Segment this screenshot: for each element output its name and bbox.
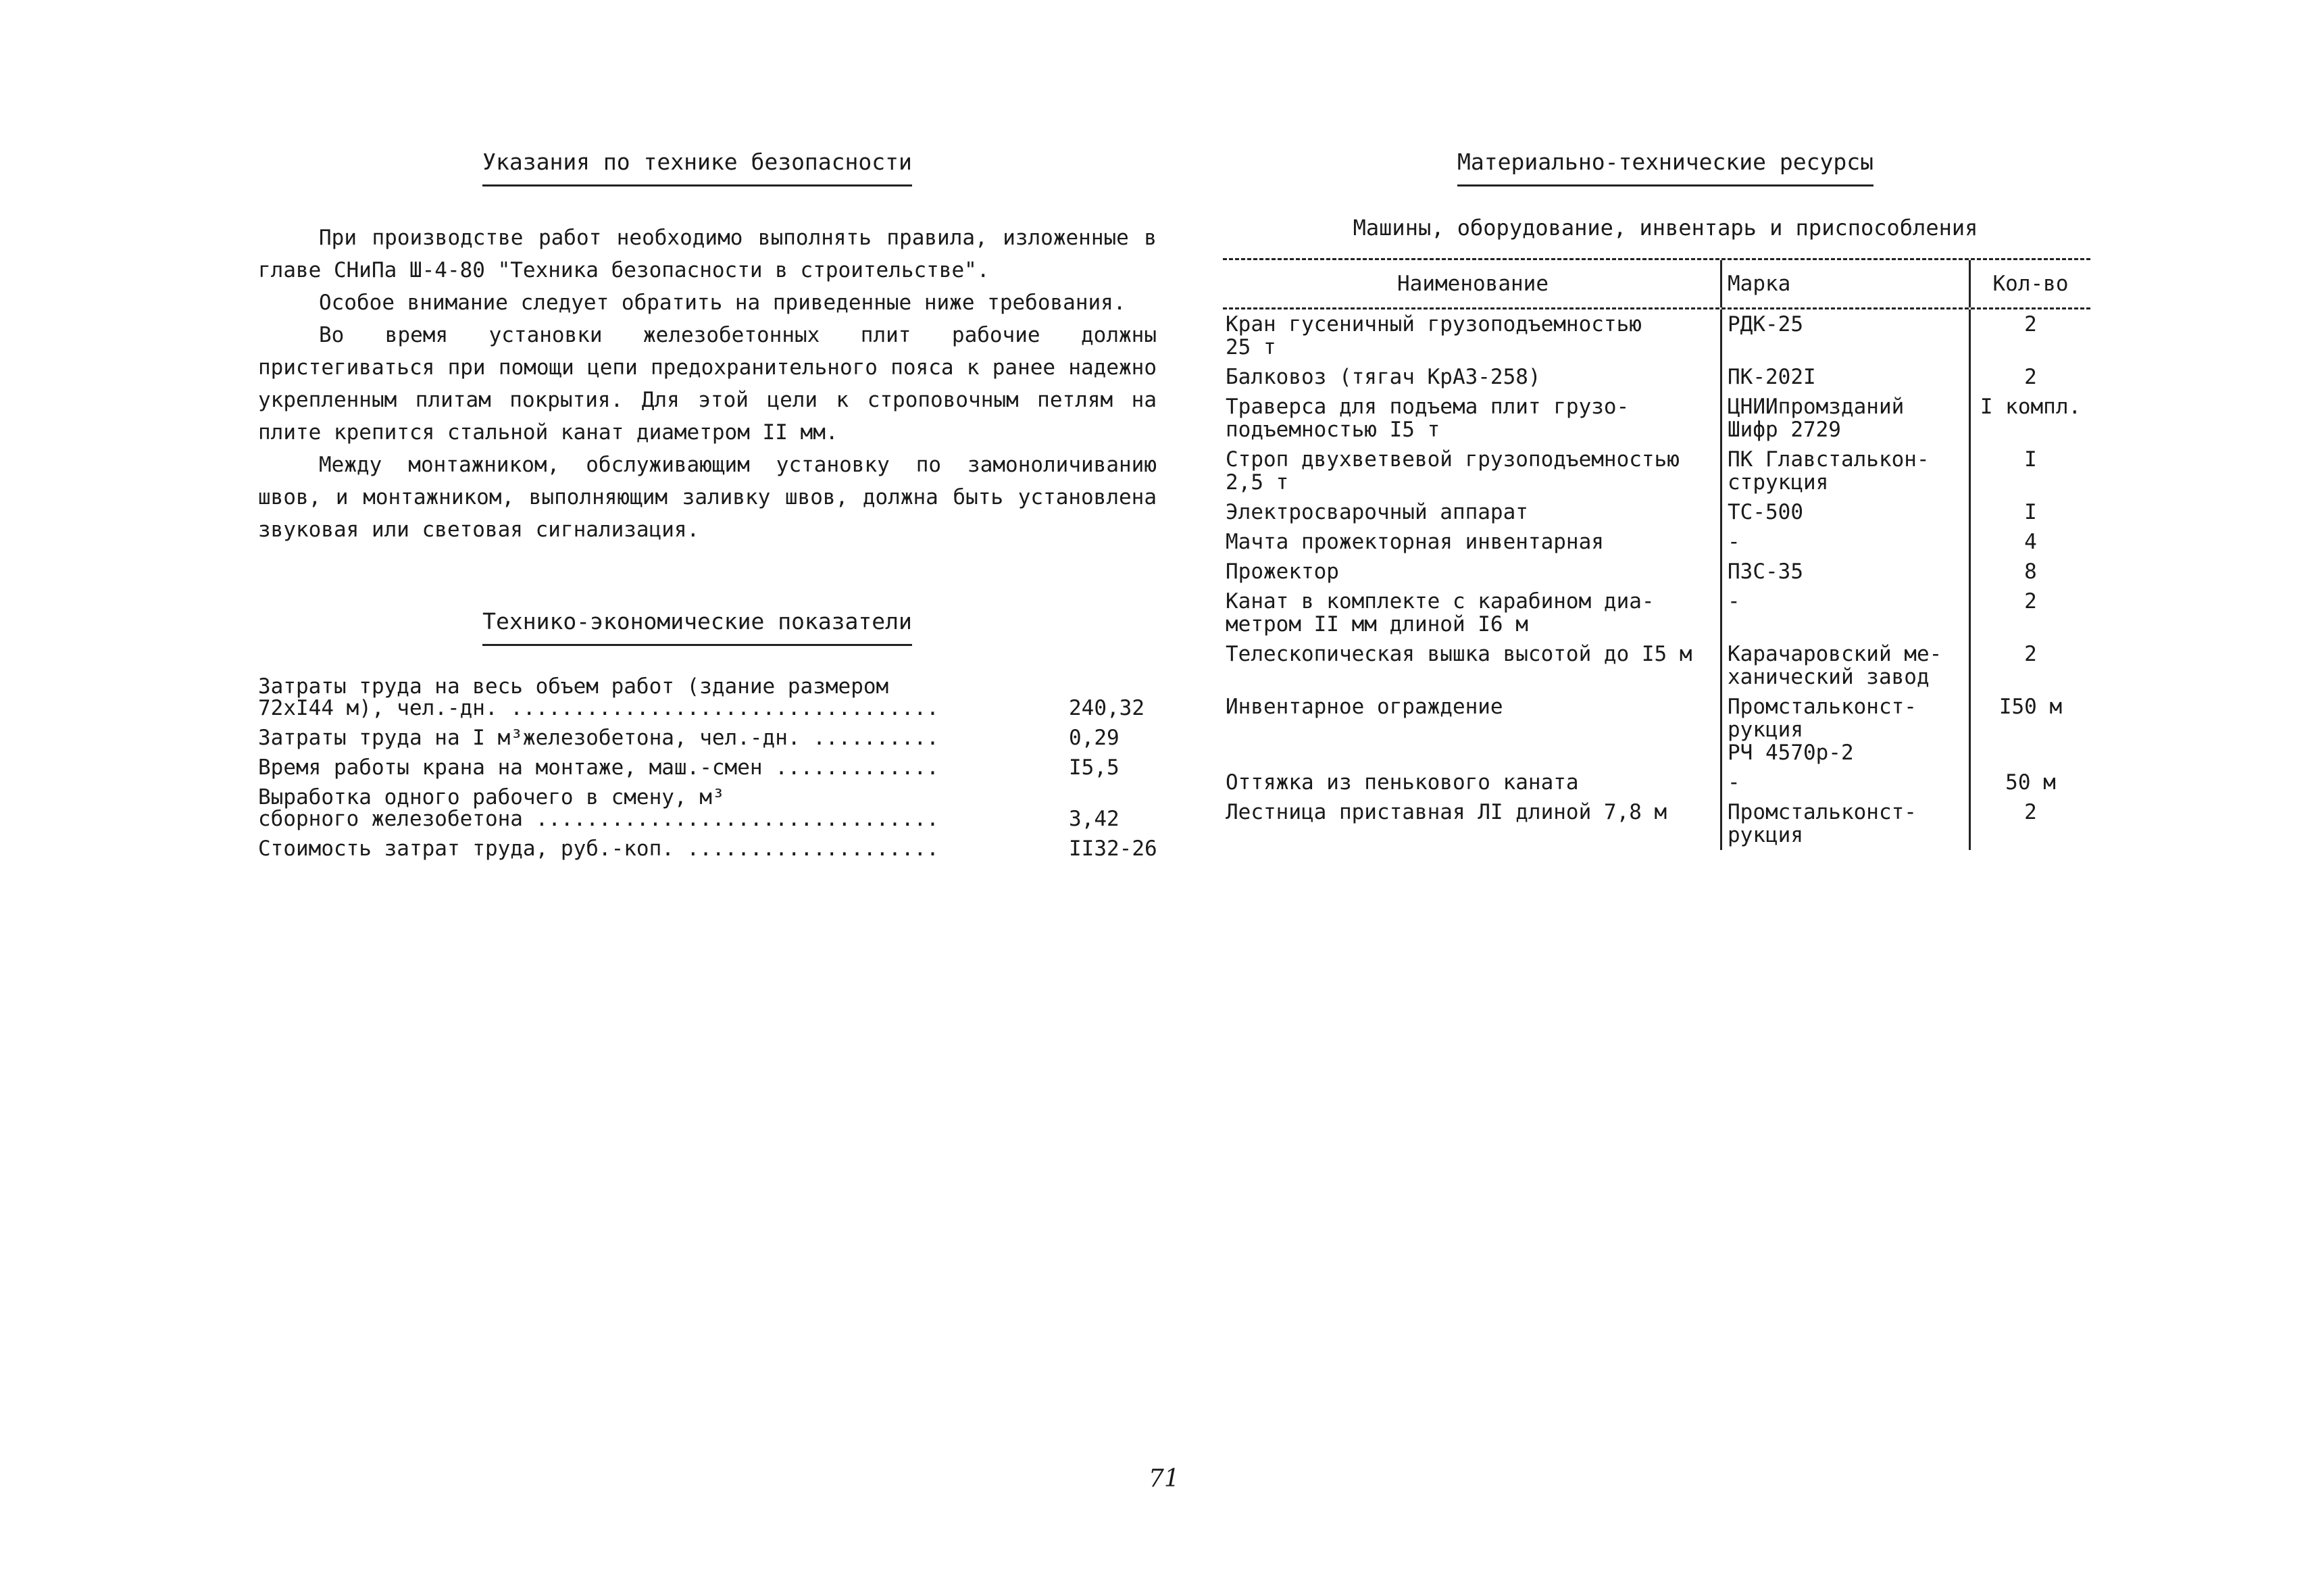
economics-label: Стоимость затрат труда, руб.-коп. .................... — [258, 837, 939, 861]
economics-label: Затраты труда на весь объем работ (здание размером 72хI44 м), чел.-дн. .................................. — [258, 674, 939, 720]
cell-qty: I — [1969, 445, 2090, 497]
safety-text — [258, 222, 1157, 546]
economics-value: II32-26 — [1069, 837, 1157, 861]
cell-mark: ПК Главсталькон- струкция — [1720, 445, 1969, 497]
cell-qty: 2 — [1969, 639, 2090, 692]
safety-paragraph: При производстве работ необходимо выполнять правила, изложенные в главе СНиПа Ш-4-80 "Техника безопасности в строительстве". — [258, 226, 1157, 282]
safety-paragraph: Между монтажником, обслуживающим установку по замоноличиванию швов, и монтажником, выполняющим заливку швов, должна быть установлена звуковая или световая сигнализация. — [258, 453, 1157, 542]
table-row — [1223, 692, 2090, 768]
cell-name: Прожектор — [1226, 559, 1339, 584]
cell-mark: - — [1720, 768, 1969, 797]
economics-row — [258, 676, 1163, 719]
cell-mark: ПЗС-35 — [1720, 557, 1969, 587]
header-qty: Кол-во — [1969, 260, 2090, 307]
cell-name: Телескопическая вышка высотой до I5 м — [1226, 642, 1692, 666]
resources-subheading: Машины, оборудование, инвентарь и приспособления — [1353, 215, 1978, 241]
economics-value: I5,5 — [1069, 755, 1120, 780]
cell-qty: I компл. — [1969, 392, 2090, 445]
table-row — [1223, 797, 2090, 850]
cell-mark: ТС-500 — [1720, 497, 1969, 527]
cell-qty: 2 — [1969, 309, 2090, 362]
table-row — [1223, 587, 2090, 639]
cell-qty: 2 — [1969, 587, 2090, 639]
cell-qty: I — [1969, 497, 2090, 527]
cell-name: Лестница приставная ЛI длиной 7,8 м — [1226, 800, 1667, 824]
cell-qty: 2 — [1969, 797, 2090, 850]
cell-name: Инвентарное ограждение — [1226, 695, 1503, 719]
economics-row — [258, 757, 1163, 778]
cell-mark: ПК-202I — [1720, 362, 1969, 392]
economics-value: 240,32 — [1069, 696, 1145, 720]
economics-row — [258, 838, 1163, 859]
table-row — [1223, 362, 2090, 392]
cell-qty: 8 — [1969, 557, 2090, 587]
economics-label: Затраты труда на I м³железобетона, чел.-дн. .......... — [258, 726, 939, 750]
cell-name: Оттяжка из пенькового каната — [1226, 770, 1579, 795]
economics-label: Выработка одного рабочего в смену, м³ сборного железобетона ................................ — [258, 785, 939, 831]
economics-list — [258, 676, 1163, 868]
safety-paragraph: Во время установки железобетонных плит рабочие должны пристегиваться при помощи цепи предохранительного пояса к ранее надежно укрепленным плитам покрытия. Для этой цели к строповочным петлям на плите крепится стальной канат диаметром II мм. — [258, 323, 1157, 445]
cell-mark: Промстальконст- рукция — [1720, 797, 1969, 850]
cell-qty: 4 — [1969, 527, 2090, 557]
cell-name: Канат в комплекте с карабином диа- метром II мм длиной I6 м — [1226, 589, 1655, 637]
cell-mark: ЦНИИпромзданий Шифр 2729 — [1720, 392, 1969, 445]
cell-qty: 50 м — [1969, 768, 2090, 797]
table-row — [1223, 309, 2090, 362]
cell-mark: РДК-25 — [1720, 309, 1969, 362]
economics-row — [258, 727, 1163, 749]
safety-paragraph: Особое внимание следует обратить на приведенные ниже требования. — [319, 291, 1126, 315]
table-row — [1223, 445, 2090, 497]
table-row — [1223, 557, 2090, 587]
cell-qty: 2 — [1969, 362, 2090, 392]
cell-name: Балковоз (тягач КрАЗ-258) — [1226, 365, 1541, 389]
economics-value: 0,29 — [1069, 726, 1120, 750]
cell-mark: Промстальконст- рукция РЧ 4570р-2 — [1720, 692, 1969, 768]
cell-name: Траверса для подъема плит грузо- подъемностью I5 т — [1226, 395, 1630, 442]
cell-name: Электросварочный аппарат — [1226, 500, 1528, 524]
page-number: 71 — [1149, 1465, 1180, 1493]
cell-name: Строп двухветвевой грузоподъемностью 2,5 т — [1226, 447, 1680, 495]
table-row — [1223, 392, 2090, 445]
resources-heading: Материально-технические ресурсы — [1223, 149, 2108, 186]
header-mark: Марка — [1720, 260, 1969, 307]
resources-table — [1223, 258, 2090, 850]
table-row — [1223, 497, 2090, 527]
economics-value: 3,42 — [1069, 807, 1120, 831]
table-row — [1223, 527, 2090, 557]
economics-row — [258, 787, 1163, 830]
table-row — [1223, 639, 2090, 692]
economics-heading: Технико-экономические показатели — [258, 608, 1136, 646]
table-row — [1223, 768, 2090, 797]
table-body — [1223, 309, 2090, 850]
economics-label: Время работы крана на монтаже, маш.-смен ............. — [258, 755, 939, 780]
cell-mark: - — [1720, 587, 1969, 639]
header-name: Наименование — [1397, 272, 1549, 296]
table-header — [1223, 258, 2090, 309]
cell-mark: Карачаровский ме- ханический завод — [1720, 639, 1969, 692]
safety-heading: Указания по технике безопасности — [258, 149, 1136, 186]
cell-qty: I50 м — [1969, 692, 2090, 768]
cell-mark: - — [1720, 527, 1969, 557]
cell-name: Кран гусеничный грузоподъемностью 25 т — [1226, 312, 1642, 359]
cell-name: Мачта прожекторная инвентарная — [1226, 530, 1604, 554]
